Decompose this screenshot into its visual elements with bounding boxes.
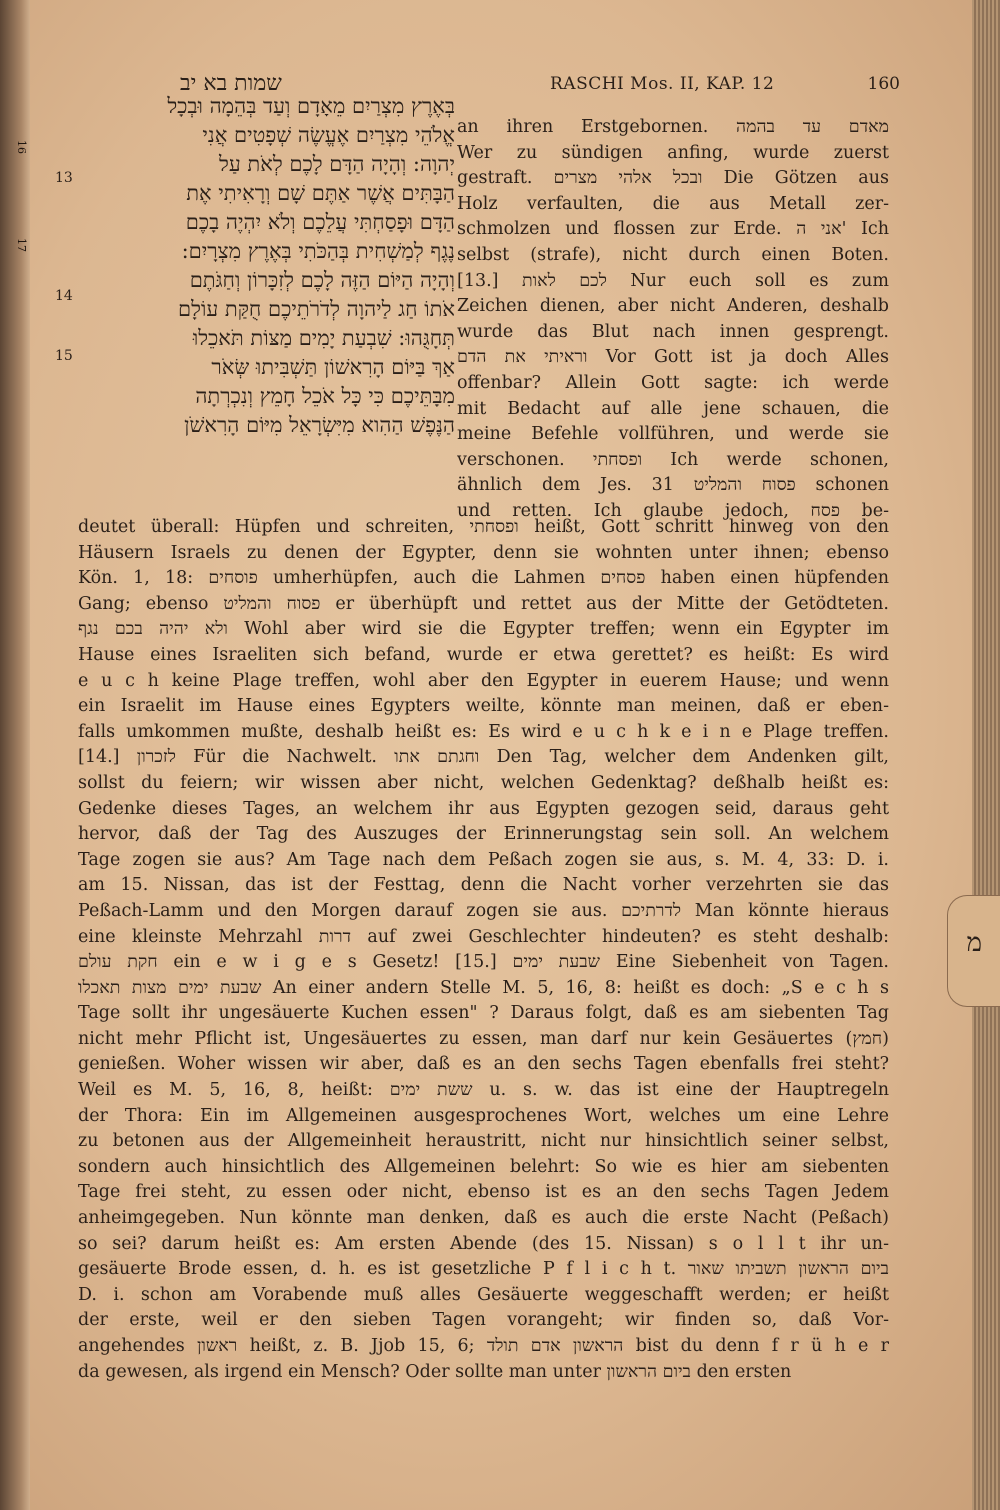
thumb-index-letter: מ (966, 928, 982, 958)
text-line: חקת עולם ein e w i g e s Gesetz! [15.] שבעת ימים Eine Siebenheit von Tagen. (78, 952, 889, 973)
text-line: selbst (strafe), nicht durch einen Boten. (457, 244, 889, 265)
text-line: anheimgegeben. Nun könnte man denken, daß es auch die erste Nacht (Peßach) (78, 1208, 889, 1229)
verse-number: 15 (55, 348, 73, 364)
text-line: hervor, daß der Tag des Auszuges der Erinnerungstag sein soll. An welchem (78, 824, 889, 845)
text-line: am 15. Nissan, das ist der Festtag, denn die Nacht vorher verzehrten sie das (78, 875, 889, 896)
page-edges (972, 0, 1000, 1510)
margin-note: 16 (15, 140, 28, 154)
text-line: Kön. 1, 18: פוסחים umherhüpfen, auch die Lahmen פסחים haben einen hüpfenden (78, 568, 889, 589)
text-line: Peßach-Lamm und den Morgen darauf zogen sie aus. לדרתיכם Man könnte hieraus (78, 900, 889, 921)
text-line: meine Befehle vollführen, und werde sie (457, 424, 889, 445)
text-line: בְּאֶרֶץ מִצְרַיִם מֵאָדָם וְעַד בְּהֵמָה וּבְכָל (167, 94, 455, 118)
text-line: Holz verfaulten, die aus Metall zer- (457, 193, 889, 214)
text-line: e u c h keine Plage treffen, wohl aber den Egypter in euerem Hause; und wenn (78, 670, 889, 691)
text-line: sollst du feiern; wir wissen aber nicht, welchen Gedenktag? deßhalb heißt es: (78, 772, 889, 793)
text-line: ähnlich dem Jes. 31 פסוח והמליט schonen (457, 475, 889, 496)
text-line: nicht mehr Pflicht ist, Ungesäuertes zu essen, man darf nur kein Gesäuertes (חמץ) (78, 1028, 889, 1049)
text-line: Weil es M. 5, 16, 8, heißt: ששת ימים u. s. w. das ist eine der Hauptregeln (78, 1080, 889, 1101)
text-line: offenbar? Allein Gott sagte: ich werde (457, 372, 889, 393)
margin-note: 17 (15, 237, 28, 252)
text-line: אֱלֹהֵי מִצְרַיִם אֶעֱשֶׂה שְׁפָטִים אֲנִי (202, 123, 455, 147)
text-line: וראיתי את הדם Vor Gott ist ja doch Alles (457, 347, 889, 368)
header-title: RASCHI Mos. II, KAP. 12 (550, 74, 775, 94)
header-hebrew-title: שמות בא יב (180, 71, 282, 96)
text-line: Tage sollt ihr ungesäuerte Kuchen essen" ? Daraus folgt, daß es am siebenten Tag (78, 1003, 889, 1024)
commentary-right-column (457, 115, 889, 525)
text-line: deutet überall: Hüpfen und schreiten, ופסחתי heißt, Gott schritt hinweg von den (78, 517, 889, 537)
text-line: Zeichen dienen, aber nicht Anderen, deshalb (457, 296, 889, 317)
margin-notes (4, 140, 28, 252)
text-line: ein Israelit im Hause eines Egypters weilte, könnte man meinen, daß er eben- (78, 696, 889, 717)
text-line: sondern auch hinsichtlich des Allgemeinen belehrt: So wie es hier am siebenten (78, 1156, 889, 1177)
text-line: an ihren Erstgebornen. מאדם עד בהמה (457, 117, 889, 137)
text-line: D. i. schon am Vorabende muß alles Gesäuerte weggeschafft werden; er heißt (78, 1284, 889, 1305)
verse-number: 13 (55, 170, 73, 186)
text-line: Hause eines Israeliten sich befand, wurde er etwa gerettet? es heißt: Es wird (78, 644, 889, 665)
verse-number: 14 (55, 288, 73, 304)
text-line: הַנֶּפֶשׁ הַהִוא מִיִּשְׂרָאֵל מִיּוֹם הָרִאשֹׁן (184, 413, 455, 437)
text-line: [13.] לכם לאות Nur euch soll es zum (457, 270, 889, 291)
text-line: schmolzen und flossen zur Erde. אני ה' Ich (457, 219, 889, 240)
text-line: ולא יהיה בכם נגף Wohl aber wird sie die Egypter treffen; wenn ein Egypter im (78, 619, 889, 640)
text-line: wurde das Blut nach innen gesprengt. (457, 321, 889, 342)
page-number: 160 (867, 74, 900, 94)
text-line: שבעת ימים מצות תאכלו An einer andern Stelle M. 5, 16, 8: heißt es doch: „S e c h s (78, 977, 889, 998)
text-line: Gedenke dieses Tages, an welchem ihr aus Egypten gezogen seid, daraus geht (78, 798, 889, 819)
text-line: Tage zogen sie aus? Am Tage nach dem Peßach zogen sie aus, s. M. 4, 33: D. i. (78, 849, 889, 870)
text-line: verschonen. ופסחתי Ich werde schonen, (457, 449, 889, 470)
text-line: falls umkommen mußte, deshalb heißt es: Es wird e u c h k e i n e Plage treffen. (78, 721, 889, 742)
text-line: אֹתוֹ חַג לַיהוָה לְדֹרֹתֵיכֶם חֻקַּת עוֹלָם (178, 297, 455, 321)
text-line: eine kleinste Mehrzahl דרות auf zwei Geschlechter hindeuten? es steht deshalb: (78, 926, 889, 947)
text-line: יְהוָה: וְהָיָה הַדָּם לָכֶם לְאֹת עַל (219, 152, 455, 176)
text-line: genießen. Woher wissen wir aber, daß es an den sechs Tagen ebenfalls frei steht? (78, 1054, 889, 1075)
text-line: und retten. Ich glaube jedoch, פסח be- (457, 500, 889, 521)
text-line: אַךְ בַּיּוֹם הָרִאשׁוֹן תַּשְׁבִּיתוּ שְּׂאֹר (211, 355, 455, 379)
text-line: gesäuerte Brode essen, d. h. es ist gesetzliche P f l i c h t. ביום הראשון תשביתו שאור (78, 1259, 889, 1280)
text-line: der erste, weil er den sieben Tagen vorangeht; wir finden so, daß Vor- (78, 1310, 889, 1331)
text-line: הַבָּתִּים אֲשֶׁר אַתֶּם שָׁם וְרָאִיתִי אֶת (186, 181, 455, 205)
text-line: הַדָּם וּפָסַחְתִּי עֲלֵכֶם וְלֹא יִהְיֶה בָכֶם (185, 210, 455, 234)
text-line: zu betonen aus der Allgemeinheit heraustritt, nicht nur hinsichtlich seiner selbst, (78, 1131, 889, 1152)
text-line: der Thora: Ein im Allgemeinen ausgesprochenes Wort, welches um eine Lehre (78, 1105, 889, 1126)
text-line: נֶגֶף לְמַשְׁחִית בְּהַכֹּתִי בְּאֶרֶץ מִצְרָיִם: (181, 239, 455, 263)
text-line: angehendes ראשון heißt, z. B. Jjob 15, 6; הראשון אדם תולד bist du denn f r ü h e r (78, 1336, 889, 1356)
text-line: da gewesen, als irgend ein Mensch? Oder sollte man unter ביום הראשון den ersten (78, 1361, 792, 1382)
text-line: Tage frei steht, zu essen oder nicht, ebenso ist es an den sechs Tagen Jedem (78, 1182, 889, 1203)
text-line: [14.] לזכרון Für die Nachwelt. וחגתם אתו Den Tag, welcher dem Andenken gilt, (78, 747, 889, 768)
hebrew-bible-text (75, 92, 455, 512)
text-line: mit Bedacht auf alle jene schauen, die (457, 398, 889, 419)
text-line: וְהָיָה הַיּוֹם הַזֶּה לָכֶם לְזִכָּרוֹן וְחַגֹּתֶם (189, 268, 455, 292)
text-line: Häusern Israels zu denen der Egypter, denn sie wohnten unter ihnen; ebenso (78, 542, 889, 563)
commentary-full-width (78, 515, 889, 1385)
text-line: Wer zu sündigen anfing, wurde zuerst (457, 142, 889, 163)
text-line: תְּחָגֻּהוּ: שִׁבְעַת יָמִים מַצּוֹת תֹּאכֵלוּ (192, 326, 455, 350)
text-line: Gang; ebenso פסוח והמליט er überhüpft und rettet aus der Mitte der Getödteten. (78, 593, 889, 614)
text-line: מִבָּתֵּיכֶם כִּי כָּל אֹכֵל חָמֵץ וְנִכְרְתָה (195, 384, 455, 408)
text-line: gestraft. ובכל אלהי מצרים Die Götzen aus (457, 168, 889, 189)
text-line: so sei? darum heißt es: Am ersten Abende (des 15. Nissan) s o l l t ihr un- (78, 1233, 889, 1254)
